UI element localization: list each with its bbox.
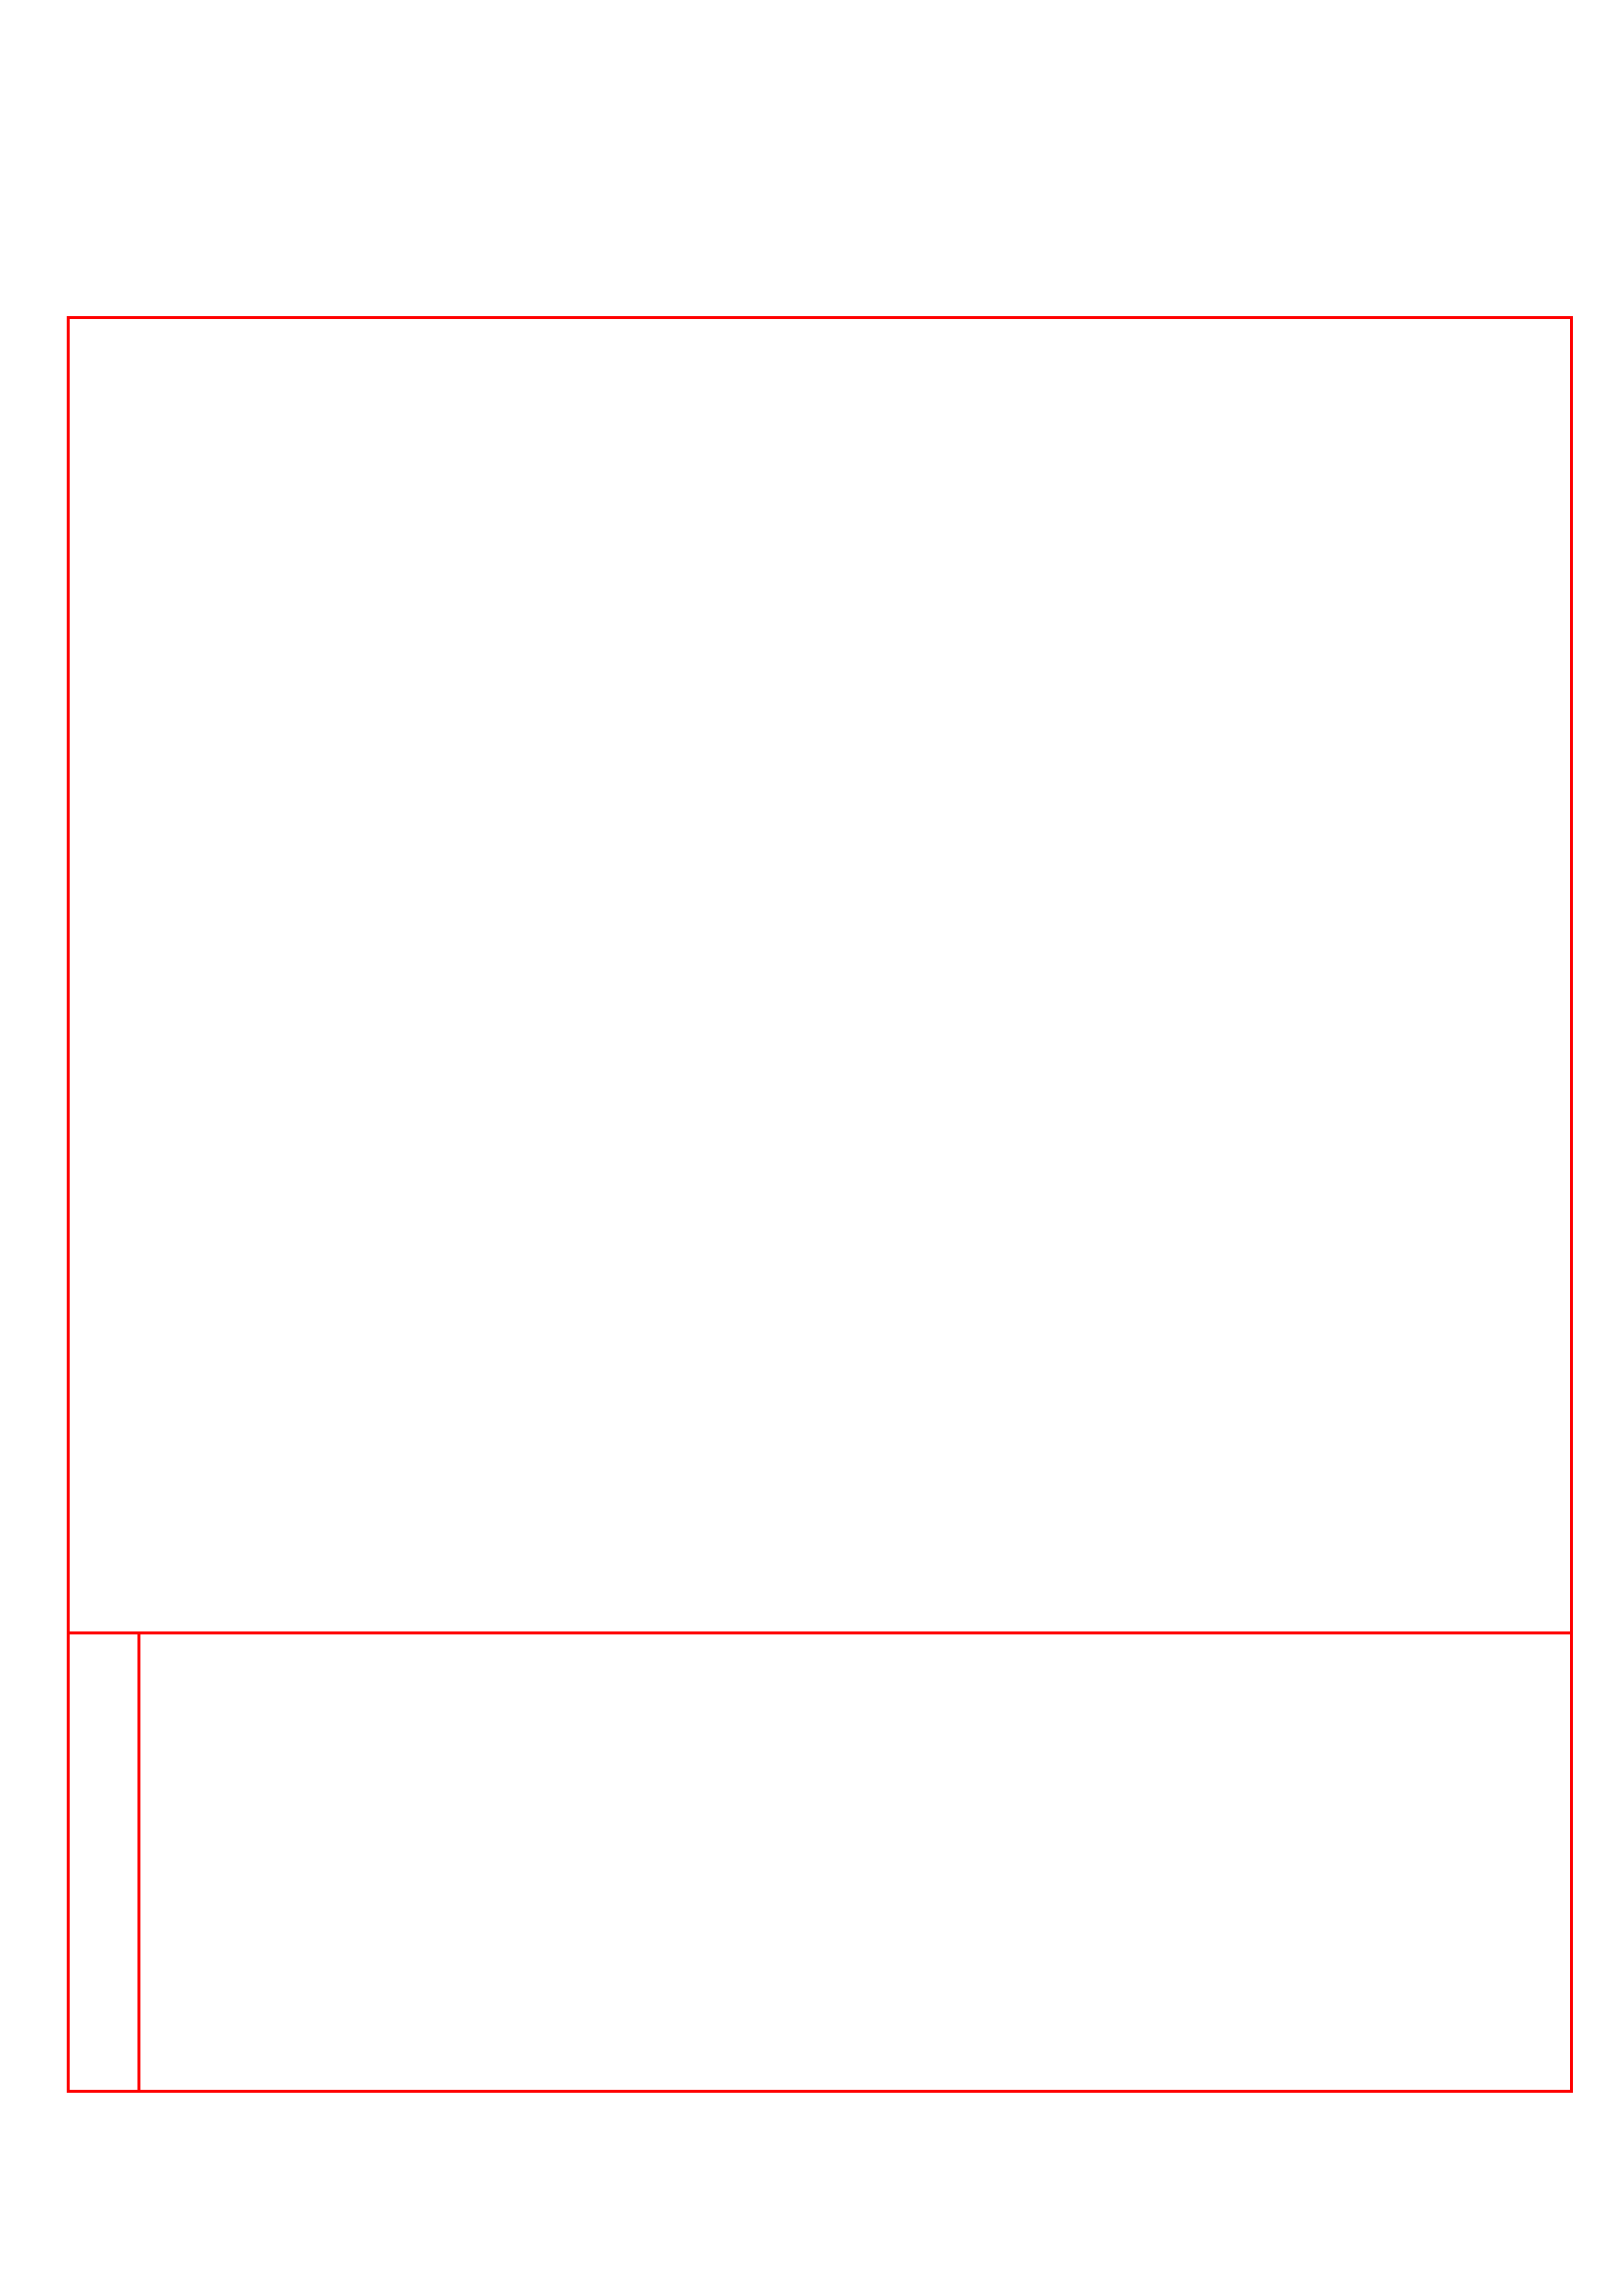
notices-box: [67, 1634, 1573, 2093]
notice-iban: [140, 1950, 1573, 1968]
avvisi-side-label: [70, 1634, 140, 2090]
calendar-table: [67, 316, 1573, 1634]
